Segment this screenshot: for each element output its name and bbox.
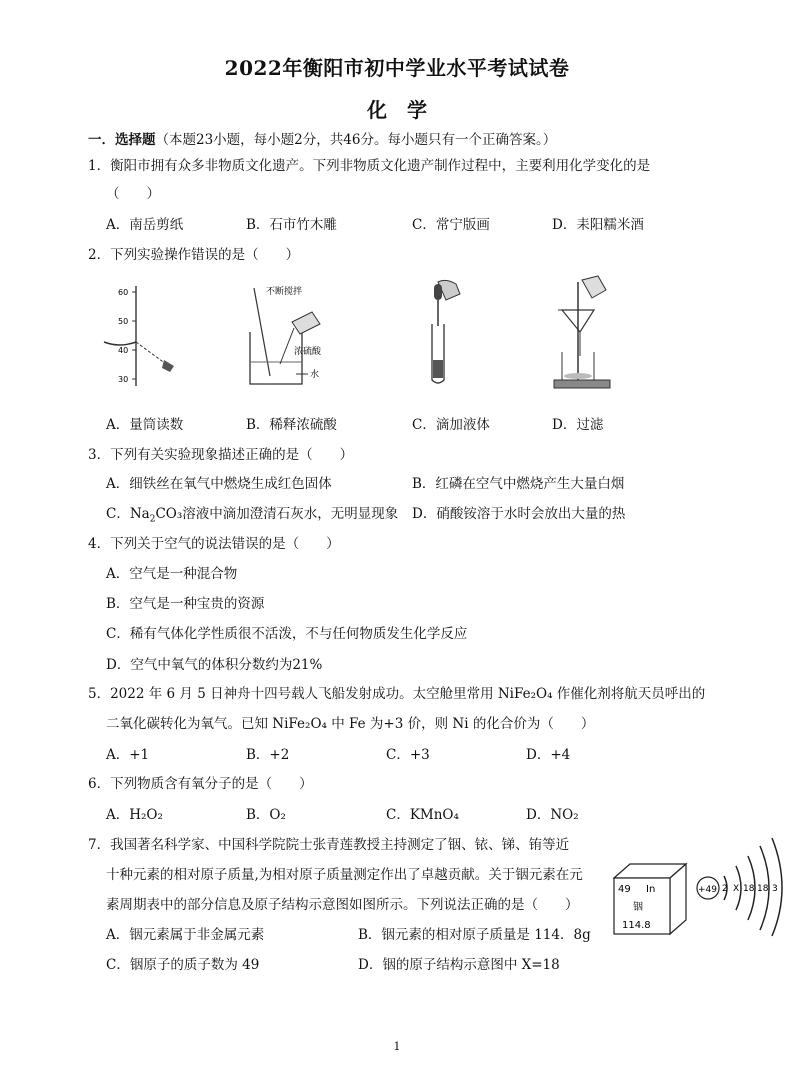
q5-option-b: B．+2 [246,747,290,763]
shell-1: 2 [722,884,728,894]
q7-option-d: D．铟的原子结构示意图中 X=18 [358,957,560,973]
q4-option-a: A．空气是一种混合物 [106,566,238,582]
exam-title: 2022年衡阳市初中学业水平考试试卷 [224,56,570,80]
q7-line1: 7．我国著名科学家、中国科学院院士张青莲教授主持测定了铟、铱、锑、铕等近 [88,837,570,853]
q7-option-a: A．铟元素属于非金属元素 [106,927,265,943]
stir-label: 不断搅拌 [266,287,303,297]
q6-stem: 6．下列物质含有氧分子的是（ ） [88,776,313,792]
q4-stem: 4．下列关于空气的说法错误的是（ ） [88,536,340,552]
q7-option-c: C．铟原子的质子数为 49 [106,957,260,973]
q4-option-c: C．稀有气体化学性质很不活泼，不与任何物质发生化学反应 [106,626,468,642]
q6-option-c: C．KMnO₄ [386,807,459,823]
shell-2: X [733,884,740,894]
element-symbol: In [646,884,656,895]
element-mass: 114.8 [622,920,651,931]
filtration-figure [548,272,618,396]
q2-option-a: A．量筒读数 [106,417,184,433]
cyl-tick-50: 50 [118,317,129,326]
q4-option-d: D．空气中氧气的体积分数约为21% [106,657,323,673]
q5-option-d: D．+4 [526,747,571,763]
q1-option-c: C．常宁版画 [412,217,490,233]
nucleus-charge: +49 [698,885,717,895]
q2-stem: 2．下列实验操作错误的是（ ） [88,247,300,263]
q3-c-pre: C．Na [106,506,150,522]
q3-option-c [106,502,398,525]
cyl-tick-40: 40 [118,346,129,355]
q2-option-c: C．滴加液体 [412,417,490,433]
cyl-tick-30: 30 [118,375,129,384]
q1-option-b: B．石市竹木雕 [246,217,337,233]
shell-3: 18 [743,884,755,894]
q6-option-b: B．O₂ [246,807,286,823]
atom-structure-diagram [694,834,794,938]
page-number: 1 [393,1040,401,1053]
q3-option-b: B．红磷在空气中燃烧产生大量白烟 [412,476,625,492]
dilute-acid-figure [240,280,350,392]
exam-subject: 化 学 [367,98,427,122]
section-label: 一．选择题 [88,132,156,148]
q5-option-a: A．+1 [106,747,150,763]
dropper-figure [416,276,476,390]
element-name: 铟 [633,902,643,913]
section-header [88,128,556,148]
acid-label: 浓硫酸 [294,347,322,357]
q3-c-post: CO₃溶液中滴加澄清石灰水，无明显现象 [155,506,399,522]
q7-line2: 十种元素的相对原子质量,为相对原子质量测定作出了卓越贡献。关于铟元素在元 [106,867,583,883]
eye-icon [162,360,174,372]
element-number: 49 [618,884,631,895]
q5-line1: 5．2022 年 6 月 5 日神舟十四号载人飞船发射成功。太空舱里常用 NiFe₂O₄ 作催化剂将航天员呼出的 [88,686,706,702]
q3-option-d: D．硝酸铵溶于水时会放出大量的热 [412,506,626,522]
q1-paren: （ ） [106,186,160,202]
q3-c-sub: 2 [149,514,156,525]
q1-stem: 1．衡阳市拥有众多非物质文化遗产。下列非物质文化遗产制作过程中，主要利用化学变化的是 [88,158,651,174]
cyl-tick-60: 60 [118,288,129,297]
q2-option-b: B．稀释浓硫酸 [246,417,337,433]
element-cell-indium [608,858,692,938]
q5-line2: 二氧化碳转化为氧气。已知 NiFe₂O₄ 中 Fe 为+3 价，则 Ni 的化合价为（ ） [106,716,595,732]
q5-option-c: C．+3 [386,747,430,763]
dropper-bulb [434,284,442,300]
q4-option-b: B．空气是一种宝贵的资源 [106,596,265,612]
q6-option-a: A．H₂O₂ [106,807,163,823]
section-note: （本题23小题，每小题2分，共46分。每小题只有一个正确答案。） [155,132,557,148]
q6-option-d: D．NO₂ [526,807,579,823]
q1-option-d: D．耒阳糯米酒 [552,217,644,233]
q1-option-a: A．南岳剪纸 [106,217,184,233]
q3-option-a: A．细铁丝在氧气中燃烧生成红色固体 [106,476,332,492]
q3-stem: 3．下列有关实验现象描述正确的是（ ） [88,447,354,463]
shell-4: 18 [757,884,769,894]
water-label: 水 [310,370,320,380]
q2-option-d: D．过滤 [552,417,604,433]
shell-5: 3 [772,884,778,894]
q7-option-b: B．铟元素的相对原子质量是 114．8g [358,927,591,943]
q7-line3: 素周期表中的部分信息及原子结构示意图如图所示。下列说法正确的是（ ） [106,897,579,913]
cylinder-reading-figure [100,282,190,390]
